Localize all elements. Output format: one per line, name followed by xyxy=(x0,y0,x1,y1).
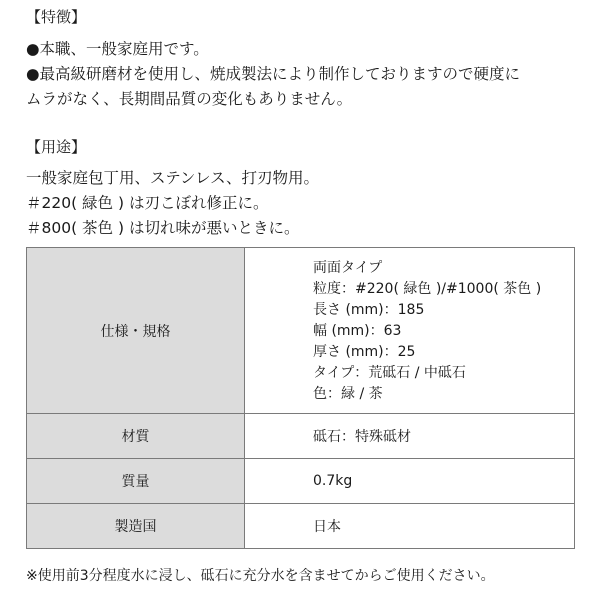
spec-label-cell: 仕様・規格 xyxy=(27,248,245,414)
material-label-cell: 材質 xyxy=(27,414,245,459)
spec-line: 両面タイプ xyxy=(313,260,383,276)
weight-label-cell: 質量 xyxy=(27,459,245,504)
table-row xyxy=(27,504,575,549)
uses-text xyxy=(26,166,319,241)
features-text xyxy=(26,37,520,112)
table-row xyxy=(27,248,575,414)
origin-label-cell: 製造国 xyxy=(27,504,245,549)
uses-line: 一般家庭包丁用、ステンレス、打刃物用。 xyxy=(26,169,320,187)
uses-line: ＃800( 茶色 ) は切れ味が悪いときに。 xyxy=(26,219,300,237)
origin-value-cell: 日本 xyxy=(245,504,575,549)
spec-line: 長さ (mm)：185 xyxy=(313,302,425,318)
features-line: ●本職、一般家庭用です。 xyxy=(26,40,209,58)
spec-line: 厚さ (mm)：25 xyxy=(313,344,416,360)
material-value-cell: 砥石：特殊砥材 xyxy=(245,414,575,459)
table-row xyxy=(27,459,575,504)
uses-heading: 【用途】 xyxy=(26,138,87,156)
features-line: ムラがなく、長期間品質の変化もありません。 xyxy=(26,90,353,108)
spec-table xyxy=(26,247,575,549)
spec-value-cell xyxy=(245,248,575,414)
weight-value-cell: 0.7kg xyxy=(245,459,575,504)
features-line: ●最高級研磨材を使用し、焼成製法により制作しておりますので硬度に xyxy=(26,65,521,83)
usage-footnote: ※使用前3分程度水に浸し、砥石に充分水を含ませてからご使用ください。 xyxy=(26,568,495,584)
features-heading: 【特徴】 xyxy=(26,8,87,26)
spec-line: タイプ：荒砥石 / 中砥石 xyxy=(313,365,466,381)
spec-line: 粒度：#220( 緑色 )/#1000( 茶色 ) xyxy=(313,281,542,297)
uses-line: ＃220( 緑色 ) は刃こぼれ修正に。 xyxy=(26,194,269,212)
spec-line: 幅 (mm)：63 xyxy=(313,323,402,339)
spec-line: 色：緑 / 茶 xyxy=(313,386,383,402)
table-row xyxy=(27,414,575,459)
